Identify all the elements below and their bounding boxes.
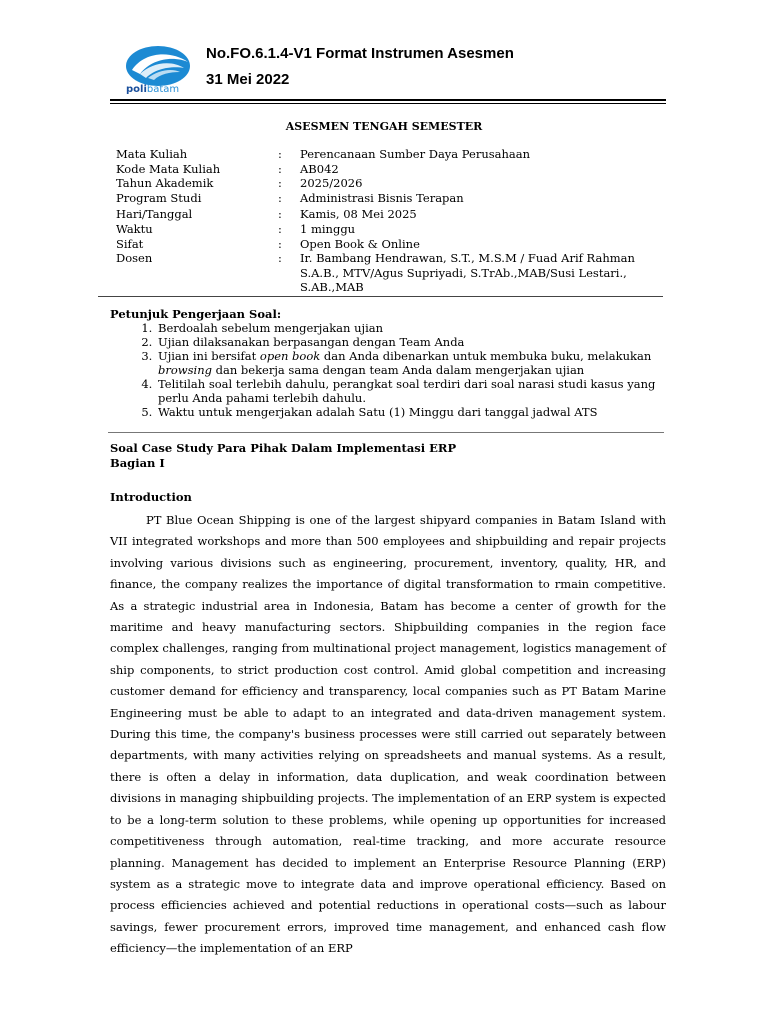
introduction-paragraph: PT Blue Ocean Shipping is one of the largest shipyard companies in Batam Island with VII integrated workshops and more than 500 employees and shipbuilding and repair projects involving various divisions such as engineering, procurement, inventory, quality, HR, and finance, the company realizes the importance of digital transformation to rmain competitive. As a strategic industrial area in Indonesia, Batam has become a center of growth for the maritime and heavy manufacturing sectors. Shipbuilding companies in the region face complex challenges, ranging from multinational project management, logistics management of ship components, to strict production cost control. Amid global competition and increasing customer demand for efficiency and transparency, local companies such as PT Batam Marine Engineering must be able to adapt to an integrated and data-driven management system. During this time, the company's business processes were still carried out separately between departments, with many activities relying on spreadsheets and manual systems. As a result, there is often a delay in information, data duplication, and weak coordination between divisions in managing shipbuilding projects. The implementation of an ERP system is expected to be a long-term solution to these problems, while opening up opportunities for increased competitiveness through automation, real-time tracking, and more accurate resource planning. Management has decided to implement an Enterprise Resource Planning (ERP) system as a strategic move to integrate data and improve operational efficiency. Based on process efficiencies achieved and potential reductions in operational costs—such as labour savings, fewer procurement errors, improved time management, and enhanced cash flow efficiency—the implementation of an ERP [110,513,666,956]
logo-wordmark: polibatam [126,84,180,95]
section-divider [98,296,663,297]
info-row [116,222,660,237]
info-value: Perencanaan Sumber Daya Perusahaan [300,147,531,161]
info-value: Kamis, 08 Mei 2025 [300,207,417,222]
info-colon: : [278,190,282,205]
instructions-title: Petunjuk Pengerjaan Soal: [110,307,282,321]
info-colon: : [278,221,282,236]
info-value: Administrasi Bisnis Terapan [300,190,464,205]
instructions [110,307,670,419]
info-row [116,162,660,177]
polibatam-logo-icon [118,44,198,88]
polibatam-logo [118,44,198,100]
document-code-title: No.FO.6.1.4-V1 Format Instrumen Asesmen [206,45,514,62]
info-label: Kode Mata Kuliah [116,161,221,176]
instruction-item: 5. Waktu untuk mengerjakan adalah Satu (1) Minggu dari tanggal jadwal ATS [156,405,670,419]
instruction-item: 4. Telitilah soal terlebih dahulu, perangkat soal terdiri dari soal narasi studi kasus yang perlu Anda pahami terlebih dahulu. [156,377,670,405]
introduction-heading: Introduction [110,490,192,504]
info-value: Open Book & Online [300,236,420,251]
course-info-table [116,147,660,295]
info-colon: : [278,161,282,176]
info-label: Waktu [116,221,153,236]
info-value: Ir. Bambang Hendrawan, S.T., M.S.M / Fuad Arif Rahman S.A.B., MTV/Agus Supriyadi, S.TrAb.,MAB/Susi Lestari., S.AB.,MAB [300,251,635,295]
instructions-list [110,321,670,419]
info-label: Tahun Akademik [116,176,214,191]
info-value: AB042 [300,161,339,176]
info-label: Mata Kuliah [116,147,188,161]
info-colon: : [278,176,282,191]
info-row [116,147,660,162]
info-row [116,251,660,295]
info-row [116,237,660,252]
info-row [116,207,660,222]
info-row [116,191,660,206]
exam-title: ASESMEN TENGAH SEMESTER [285,120,483,133]
instruction-item: 3. Ujian ini bersifat open book dan Anda dibenarkan untuk membuka buku, melakukan browsing dan bekerja sama dengan team Anda dalam mengerjakan ujian [156,349,670,377]
instruction-item: 2. Ujian dilaksanakan berpasangan dengan Team Anda [156,335,670,349]
instruction-item: 1. Berdoalah sebelum mengerjakan ujian [156,321,670,335]
info-colon: : [278,147,282,161]
info-colon: : [278,251,282,266]
info-value: 1 minggu [300,221,356,236]
info-label: Program Studi [116,190,202,205]
case-study-part: Bagian I [110,455,165,470]
info-colon: : [278,207,282,222]
case-study-title: Soal Case Study Para Pihak Dalam Implementasi ERP [110,441,457,455]
info-colon: : [278,236,282,251]
document-date: 31 Mei 2022 [206,71,290,88]
header-divider-thin [110,103,666,104]
info-label: Dosen [116,251,153,266]
page-header [0,0,768,110]
info-row [116,176,660,191]
case-study-heading [110,441,456,470]
header-divider [110,99,666,101]
info-label: Sifat [116,236,144,251]
section-divider [108,432,664,433]
info-label: Hari/Tanggal [116,207,193,222]
info-value: 2025/2026 [300,176,363,191]
